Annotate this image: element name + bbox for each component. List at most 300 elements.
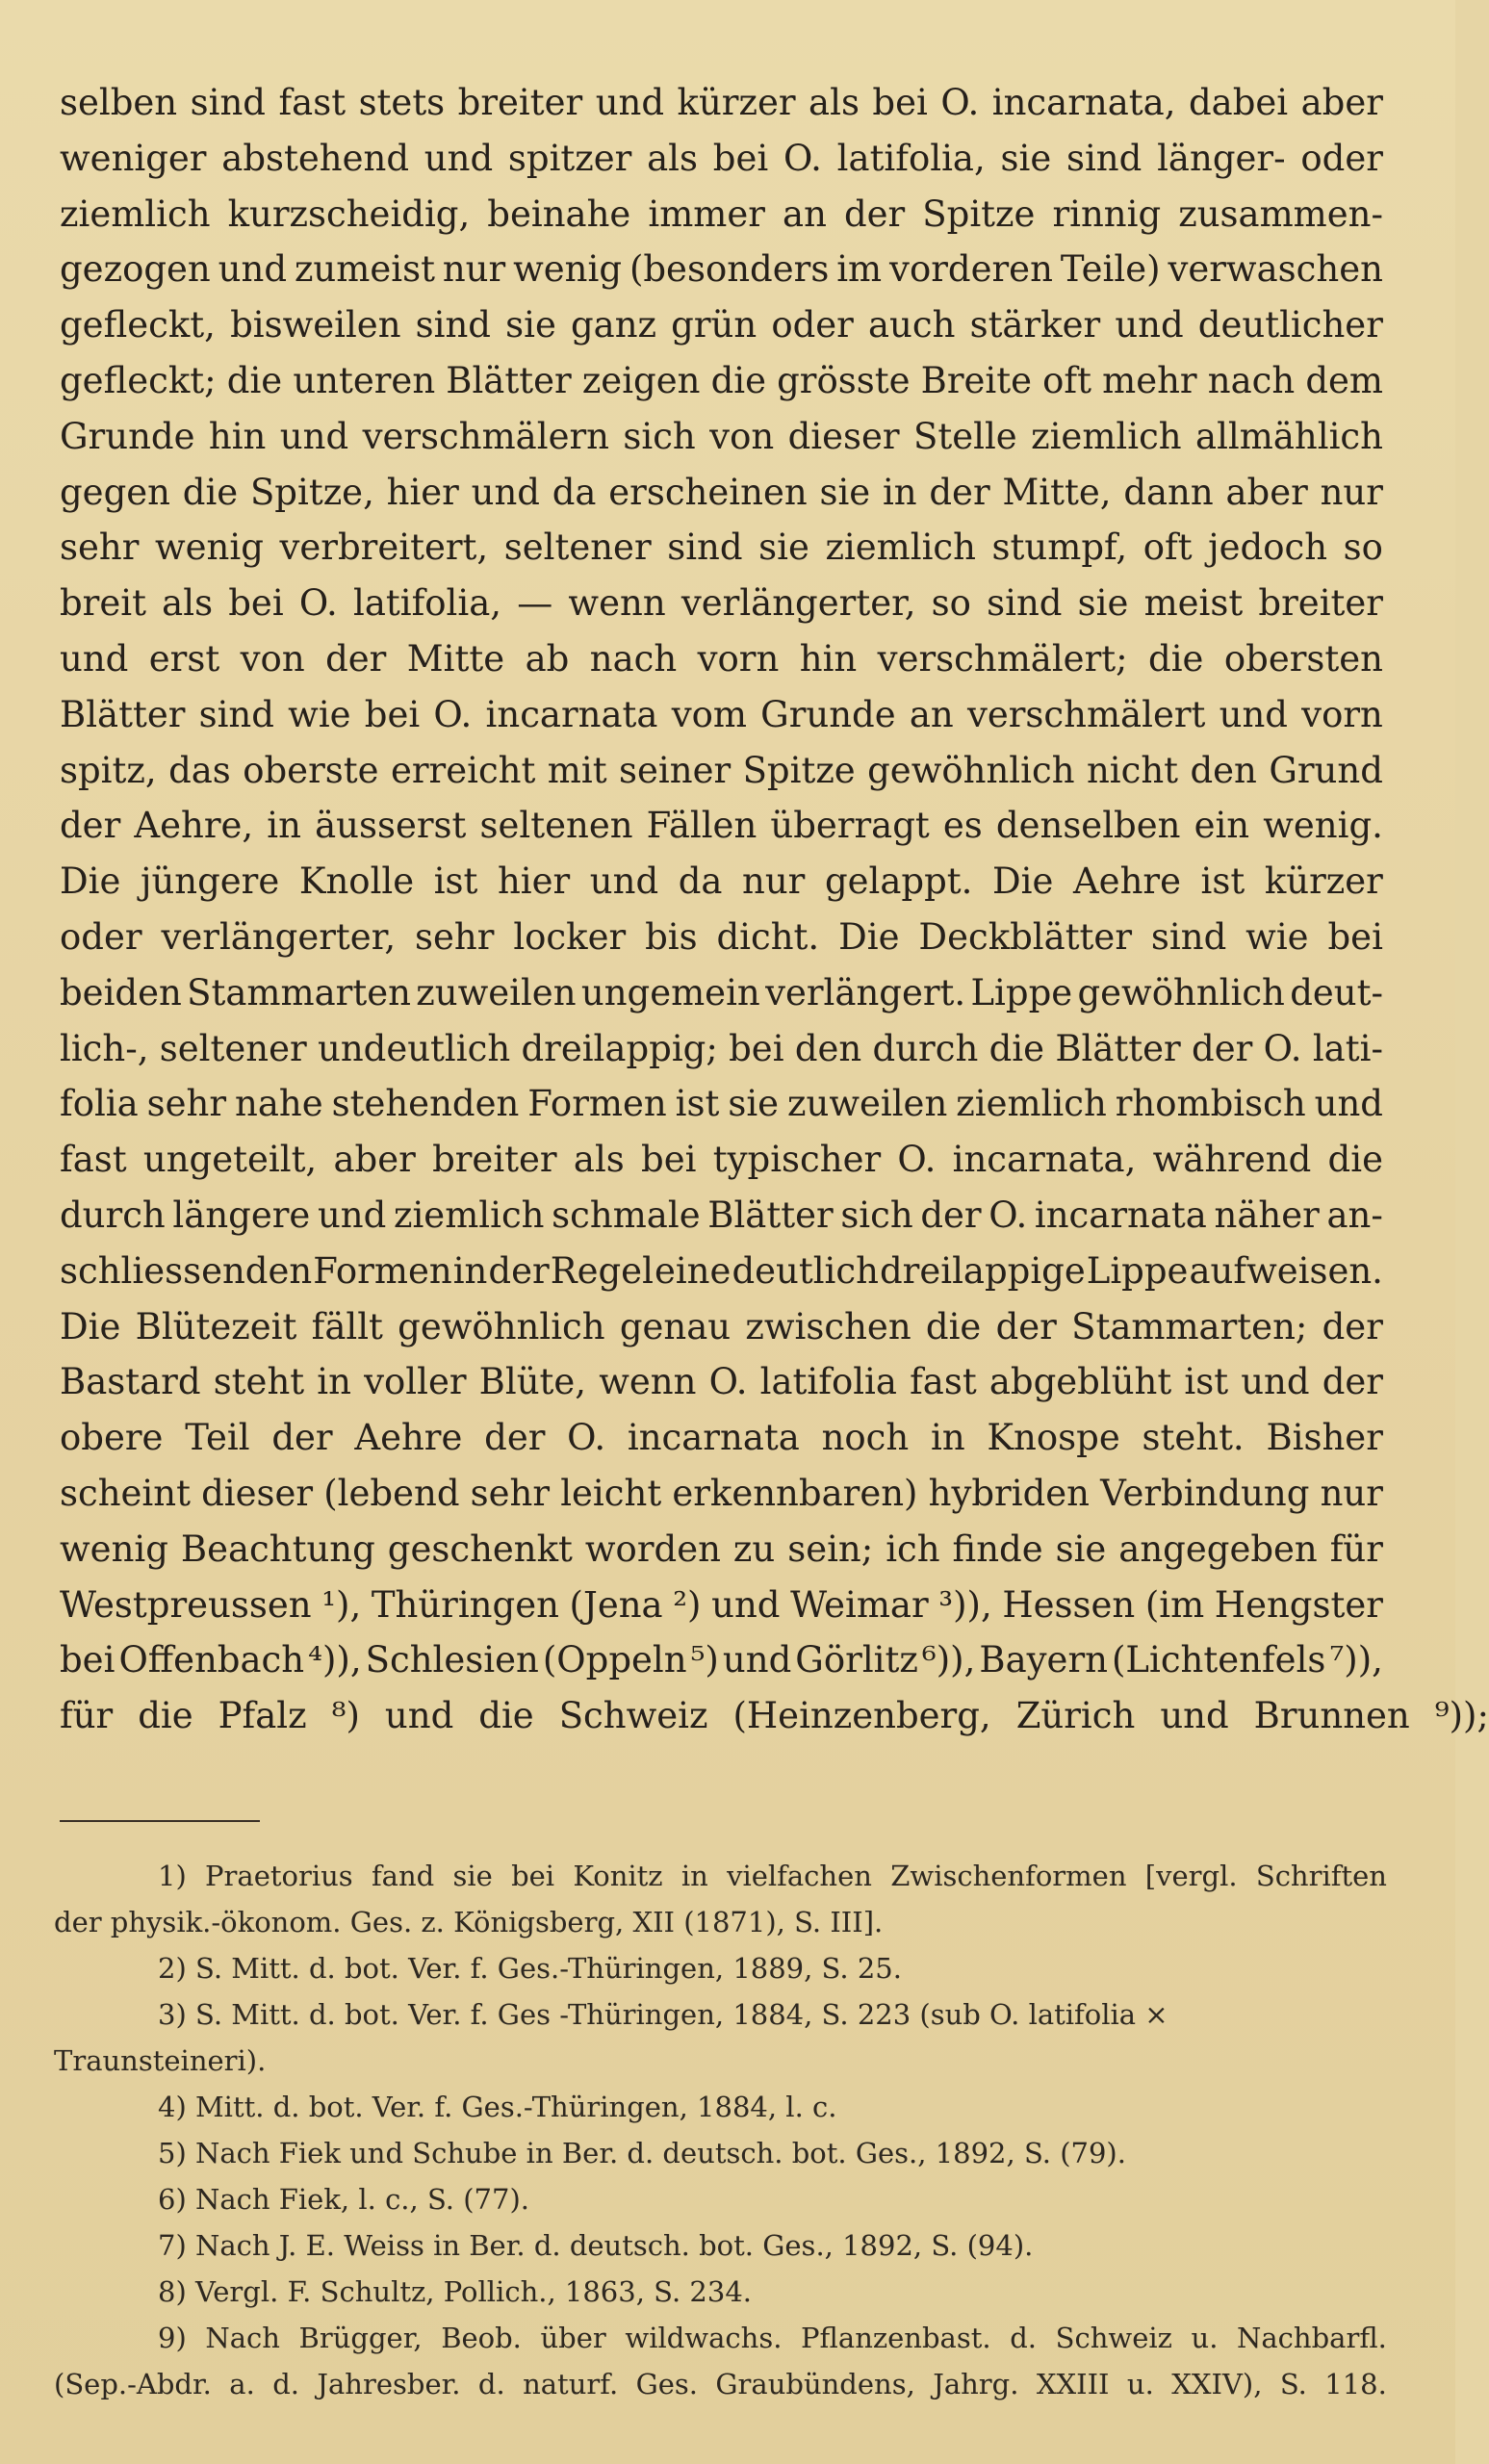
body-word: aber bbox=[1300, 82, 1383, 123]
body-word: incarnata bbox=[627, 1417, 800, 1459]
body-word: die bbox=[710, 359, 766, 401]
body-word: in bbox=[267, 805, 301, 847]
body-word: Grund bbox=[1269, 749, 1383, 791]
body-word: Blätter bbox=[1055, 1027, 1181, 1069]
body-word: hier bbox=[386, 471, 459, 513]
body-word: scheint bbox=[60, 1472, 191, 1514]
body-word: ¹), bbox=[321, 1583, 362, 1626]
body-word: und bbox=[60, 637, 129, 680]
body-word: und bbox=[471, 471, 540, 513]
body-word: es bbox=[942, 805, 983, 847]
body-word: Verbindung bbox=[1100, 1472, 1310, 1514]
body-line bbox=[60, 1688, 1489, 1744]
body-word: breiter bbox=[432, 1139, 557, 1181]
body-word: nicht bbox=[1086, 749, 1179, 791]
body-word: oder bbox=[1300, 137, 1383, 179]
body-word: in bbox=[317, 1361, 351, 1403]
body-word: (Heinzenberg, bbox=[732, 1695, 991, 1737]
body-word: Weimar bbox=[790, 1583, 929, 1626]
body-word: der bbox=[271, 1417, 333, 1459]
body-word: latifolia bbox=[759, 1361, 897, 1403]
body-word: Lippe bbox=[1086, 1249, 1189, 1292]
body-word: Spitze bbox=[742, 749, 856, 791]
body-word: ziemlich bbox=[825, 526, 976, 569]
body-word: Grunde bbox=[60, 415, 195, 457]
footnote-line: 2) S. Mitt. d. bot. Ver. f. Ges.-Thüringen, 1889, S. 25. bbox=[158, 1952, 902, 1985]
body-word: spitzer bbox=[507, 137, 632, 179]
body-word: incarnata bbox=[485, 693, 658, 735]
body-word: denselben bbox=[995, 805, 1181, 847]
body-word: an bbox=[783, 192, 827, 235]
body-word: im bbox=[836, 248, 883, 291]
body-word: hin bbox=[208, 415, 267, 457]
body-word: Aehre, bbox=[134, 805, 254, 847]
body-word: O. bbox=[1263, 1027, 1302, 1069]
body-word: steht. bbox=[1142, 1417, 1245, 1459]
body-word: verschmälern bbox=[362, 415, 609, 457]
body-word: aber bbox=[333, 1139, 416, 1181]
body-word: der bbox=[325, 637, 387, 680]
body-word: nach bbox=[1207, 359, 1296, 401]
body-word: Knospe bbox=[987, 1417, 1120, 1459]
body-word: sehr bbox=[60, 526, 140, 569]
body-word: Stammarten; bbox=[1071, 1305, 1308, 1348]
body-word: sind bbox=[415, 304, 491, 346]
body-word: oft bbox=[1042, 359, 1091, 401]
body-line bbox=[60, 854, 1383, 910]
body-line bbox=[60, 1466, 1383, 1522]
footnote-word: d. bbox=[272, 2368, 299, 2400]
body-word: den bbox=[794, 1027, 862, 1069]
footnote-word: Schriften bbox=[1255, 1860, 1387, 1892]
body-word: Die bbox=[60, 1305, 121, 1348]
body-word: ein bbox=[1194, 805, 1250, 847]
body-word: ungemein bbox=[580, 971, 760, 1014]
body-word: wie bbox=[1245, 915, 1309, 958]
footnote-line: Traunsteineri). bbox=[54, 2044, 267, 2077]
body-line bbox=[60, 576, 1383, 631]
body-word: dicht. bbox=[716, 915, 820, 958]
footnote-word: 1) bbox=[158, 1860, 187, 1892]
body-word: sie bbox=[758, 526, 809, 569]
body-word: incarnata bbox=[1034, 1194, 1207, 1236]
body-word: ist bbox=[433, 860, 478, 903]
body-word: (Lichtenfels bbox=[1112, 1639, 1326, 1681]
body-word: als bbox=[647, 137, 699, 179]
body-word: bisweilen bbox=[230, 304, 401, 346]
body-word: überragt bbox=[770, 805, 930, 847]
body-word: vorn bbox=[697, 637, 780, 680]
body-word: ⁷)), bbox=[1329, 1639, 1383, 1681]
body-word: meist bbox=[1143, 582, 1244, 625]
body-word: wenn bbox=[568, 582, 666, 625]
body-word: Teil bbox=[185, 1417, 250, 1459]
body-word: ich bbox=[886, 1527, 940, 1570]
body-word: ganz bbox=[570, 304, 657, 346]
footnote-word: naturf. bbox=[523, 2368, 619, 2400]
body-word: (lebend bbox=[323, 1472, 460, 1514]
body-line bbox=[60, 465, 1383, 521]
footnote-word: Konitz bbox=[573, 1860, 663, 1892]
body-line bbox=[60, 1632, 1383, 1688]
body-line bbox=[60, 1076, 1383, 1132]
body-word: Blüte, bbox=[478, 1361, 587, 1403]
body-word: dreilappige bbox=[879, 1249, 1086, 1292]
body-word: von bbox=[240, 637, 305, 680]
body-word: sie bbox=[1077, 582, 1129, 625]
footnote-word: d. bbox=[477, 2368, 505, 2400]
body-word: sehr bbox=[470, 1472, 551, 1514]
footnote-word: [vergl. bbox=[1144, 1860, 1238, 1892]
body-word: sie bbox=[1055, 1527, 1107, 1570]
body-word: die bbox=[1327, 1139, 1383, 1181]
body-word: Formen bbox=[527, 1083, 667, 1125]
footnote-word: wildwachs. bbox=[625, 2322, 783, 2354]
body-word: grösste bbox=[777, 359, 911, 401]
footnote-word: Pflanzenbast. bbox=[801, 2322, 991, 2354]
body-word: als bbox=[809, 82, 860, 123]
body-word: erst bbox=[148, 637, 220, 680]
body-line bbox=[60, 965, 1383, 1021]
body-word: der bbox=[843, 192, 906, 235]
footnote-line: 5) Nach Fiek und Schube in Ber. d. deutsch. bot. Ges., 1892, S. (79). bbox=[158, 2137, 1126, 2169]
body-word: Schlesien bbox=[365, 1639, 539, 1681]
body-word: sind bbox=[190, 82, 266, 123]
body-word: sind bbox=[987, 582, 1063, 625]
footnote-word: Graubündens, bbox=[715, 2368, 915, 2400]
footnote-word: Brügger, bbox=[298, 2322, 423, 2354]
body-word: O. bbox=[433, 693, 473, 735]
body-word: geschenkt bbox=[387, 1527, 573, 1570]
body-word: sehr bbox=[415, 915, 495, 958]
body-word: seltener bbox=[503, 526, 652, 569]
body-line bbox=[60, 687, 1383, 743]
body-word: vom bbox=[671, 693, 747, 735]
body-word: bei bbox=[228, 582, 284, 625]
footnote-word: Nach bbox=[205, 2322, 280, 2354]
body-word: breit bbox=[60, 582, 146, 625]
body-word: Bastard bbox=[60, 1361, 201, 1403]
body-line bbox=[60, 75, 1383, 131]
body-word: bei bbox=[364, 693, 421, 735]
body-word: abstehend bbox=[221, 137, 410, 179]
body-word: sie bbox=[1000, 137, 1052, 179]
body-word: ziemlich bbox=[1031, 415, 1182, 457]
body-word: kürzer bbox=[1264, 860, 1383, 903]
body-line bbox=[60, 1578, 1383, 1633]
body-word: und bbox=[317, 1194, 387, 1236]
body-word: mehr bbox=[1102, 359, 1197, 401]
body-word: erkennbaren) bbox=[672, 1472, 918, 1514]
body-word: die bbox=[1148, 637, 1204, 680]
body-word: schliessenden bbox=[60, 1249, 313, 1292]
body-word: incarnata, bbox=[991, 82, 1176, 123]
body-word: Blätter bbox=[60, 693, 186, 735]
body-word: zusammen- bbox=[1178, 192, 1383, 235]
body-word: Fällen bbox=[646, 805, 757, 847]
body-word: O. bbox=[940, 82, 980, 123]
footnote-word: Jahresber. bbox=[317, 2368, 461, 2400]
body-word: dieser bbox=[787, 415, 900, 457]
body-word: O. bbox=[567, 1417, 606, 1459]
body-word: Die bbox=[838, 915, 900, 958]
body-word: incarnata, bbox=[952, 1139, 1137, 1181]
footnote-word: u. bbox=[1191, 2322, 1219, 2354]
body-word: nur bbox=[1320, 1472, 1383, 1514]
body-word: gewöhnlich bbox=[867, 749, 1075, 791]
body-text bbox=[60, 75, 1489, 1744]
body-word: deut- bbox=[1290, 971, 1383, 1014]
body-word: — bbox=[517, 582, 553, 625]
body-word: obere bbox=[60, 1417, 164, 1459]
body-word: sind bbox=[1150, 915, 1227, 958]
footnote-word: Nachbarfl. bbox=[1237, 2322, 1387, 2354]
body-word: zeigen bbox=[581, 359, 701, 401]
body-word: allmählich bbox=[1195, 415, 1383, 457]
body-line bbox=[60, 798, 1383, 854]
body-word: ²) bbox=[673, 1583, 702, 1626]
body-word: an- bbox=[1326, 1194, 1383, 1236]
body-word: kürzer bbox=[677, 82, 796, 123]
body-word: selben bbox=[60, 82, 178, 123]
body-word: ⁹)); bbox=[1434, 1695, 1489, 1737]
body-word: Westpreussen bbox=[60, 1583, 312, 1626]
body-word: den bbox=[1190, 749, 1257, 791]
body-word: gelappt. bbox=[824, 860, 973, 903]
body-word: Stammarten bbox=[187, 971, 411, 1014]
body-word: obersten bbox=[1223, 637, 1383, 680]
body-word: und bbox=[1219, 693, 1288, 735]
body-word: und bbox=[1241, 1361, 1310, 1403]
footnote-divider bbox=[60, 1820, 260, 1822]
body-word: Die bbox=[60, 860, 121, 903]
body-word: Teile) bbox=[1060, 248, 1161, 291]
body-word: und bbox=[279, 415, 349, 457]
body-word: ziemlich bbox=[956, 1083, 1107, 1125]
body-word: Offenbach bbox=[118, 1639, 305, 1681]
body-line bbox=[60, 1188, 1383, 1244]
body-word: folia bbox=[60, 1083, 139, 1125]
body-word: sich bbox=[840, 1194, 913, 1236]
body-line bbox=[60, 1021, 1383, 1077]
body-word: und bbox=[1115, 304, 1184, 346]
body-word: längere bbox=[172, 1194, 311, 1236]
body-word: da bbox=[552, 471, 597, 513]
body-word: hier bbox=[497, 860, 571, 903]
body-word: gegen bbox=[60, 471, 170, 513]
body-word: und bbox=[711, 1583, 781, 1626]
footnote-word: vielfachen bbox=[727, 1860, 872, 1892]
body-word: der bbox=[484, 1417, 546, 1459]
body-word: Knolle bbox=[298, 860, 415, 903]
body-word: deutlicher bbox=[1197, 304, 1383, 346]
body-word: gewöhnlich bbox=[398, 1305, 605, 1348]
body-word: der bbox=[1322, 1361, 1383, 1403]
body-word: lati- bbox=[1312, 1027, 1383, 1069]
body-word: O. bbox=[783, 137, 822, 179]
body-word: fast bbox=[60, 1139, 127, 1181]
body-word: ⁵) bbox=[690, 1639, 719, 1681]
body-word: länger- bbox=[1157, 137, 1286, 179]
body-word: wenig bbox=[154, 526, 264, 569]
body-word: der bbox=[1192, 1027, 1253, 1069]
footnote-word: a. bbox=[229, 2368, 255, 2400]
body-word: Mitte, bbox=[1002, 471, 1112, 513]
body-word: aufweisen. bbox=[1189, 1249, 1383, 1292]
body-word: Mitte bbox=[406, 637, 505, 680]
body-word: immer bbox=[648, 192, 765, 235]
body-word: und bbox=[1314, 1083, 1383, 1125]
body-word: (Oppeln bbox=[542, 1639, 687, 1681]
body-word: breiter bbox=[1258, 582, 1383, 625]
body-word: oberste bbox=[243, 749, 379, 791]
body-word: zumeist bbox=[294, 248, 435, 291]
body-word: O. bbox=[897, 1139, 937, 1181]
body-word: dreilappig; bbox=[521, 1027, 718, 1069]
footnote-word: Beob. bbox=[441, 2322, 522, 2354]
body-line bbox=[60, 631, 1383, 687]
footnote-word: Zwischenformen bbox=[890, 1860, 1127, 1892]
body-word: und bbox=[218, 248, 288, 291]
body-word: und bbox=[1160, 1695, 1229, 1737]
body-word: sehr bbox=[146, 1083, 227, 1125]
body-line bbox=[60, 1244, 1383, 1299]
body-word: bei bbox=[60, 1639, 116, 1681]
body-word: ⁸) bbox=[331, 1695, 360, 1737]
body-word: nach bbox=[589, 637, 678, 680]
body-word: bis bbox=[645, 915, 698, 958]
body-word: mit bbox=[547, 749, 607, 791]
body-word: latifolia, bbox=[352, 582, 502, 625]
body-word: verlängerter, bbox=[161, 915, 397, 958]
body-word: der bbox=[920, 1194, 982, 1236]
body-word: wenig. bbox=[1263, 805, 1383, 847]
body-word: worden bbox=[584, 1527, 721, 1570]
body-line bbox=[60, 297, 1383, 353]
body-word: (im bbox=[1144, 1583, 1205, 1626]
footnote-word: Ges. bbox=[635, 2368, 698, 2400]
body-word: Aehre bbox=[354, 1417, 463, 1459]
body-word: grün bbox=[671, 304, 757, 346]
body-line bbox=[60, 1522, 1383, 1578]
footnotes bbox=[54, 1853, 1387, 2407]
body-word: Spitze bbox=[922, 192, 1036, 235]
body-word: durch bbox=[60, 1194, 166, 1236]
body-word: ³)), bbox=[938, 1583, 992, 1626]
body-word: gezogen bbox=[60, 248, 211, 291]
body-word: sie bbox=[505, 304, 556, 346]
body-word: nahe bbox=[235, 1083, 323, 1125]
body-word: Blätter bbox=[707, 1194, 834, 1236]
body-word: steht bbox=[213, 1361, 305, 1403]
body-word: sein; bbox=[787, 1527, 874, 1570]
body-word: Regel bbox=[550, 1249, 654, 1292]
body-line bbox=[60, 743, 1383, 799]
body-word: oft bbox=[1142, 526, 1193, 569]
body-word: Aehre bbox=[1072, 860, 1181, 903]
body-word: vorn bbox=[1301, 693, 1383, 735]
body-line bbox=[60, 131, 1383, 187]
body-word: zu bbox=[732, 1527, 776, 1570]
body-word: und bbox=[595, 82, 665, 123]
body-word: dann bbox=[1123, 471, 1214, 513]
footnote-line bbox=[54, 1853, 1387, 1899]
body-word: während bbox=[1152, 1139, 1312, 1181]
body-word: Brunnen bbox=[1253, 1695, 1410, 1737]
body-word: sich bbox=[623, 415, 696, 457]
body-word: rinnig bbox=[1052, 192, 1162, 235]
body-line bbox=[60, 520, 1383, 576]
footnote-word: S. bbox=[1279, 2368, 1307, 2400]
body-line bbox=[60, 1299, 1383, 1355]
body-word: Beachtung bbox=[180, 1527, 375, 1570]
body-word: ist bbox=[1184, 1361, 1229, 1403]
body-word: dabei bbox=[1188, 82, 1289, 123]
footnote-word: über bbox=[540, 2322, 606, 2354]
body-line bbox=[60, 409, 1383, 465]
body-word: als bbox=[573, 1139, 625, 1181]
body-line bbox=[60, 242, 1383, 297]
body-word: verlängerter, bbox=[680, 582, 916, 625]
body-word: ziemlich bbox=[60, 192, 211, 235]
body-word: undeutlich bbox=[317, 1027, 511, 1069]
body-word: zuweilen bbox=[416, 971, 577, 1014]
body-word: dieser bbox=[201, 1472, 314, 1514]
body-word: nur bbox=[442, 248, 506, 291]
body-word: Thüringen bbox=[371, 1583, 559, 1626]
body-word: voller bbox=[364, 1361, 467, 1403]
body-word: in bbox=[882, 471, 917, 513]
footnote-word: (Sep.-Abdr. bbox=[54, 2368, 212, 2400]
body-word: (besonders bbox=[629, 248, 830, 291]
body-word: für bbox=[1329, 1527, 1383, 1570]
body-word: leicht bbox=[560, 1472, 662, 1514]
body-line bbox=[60, 1132, 1383, 1188]
footnote-word: XXIV), bbox=[1171, 2368, 1263, 2400]
body-word: beinahe bbox=[487, 192, 631, 235]
body-word: und bbox=[589, 860, 659, 903]
body-word: und bbox=[722, 1639, 792, 1681]
footnote-line bbox=[54, 2315, 1387, 2361]
footnote-line: 4) Mitt. d. bot. Ver. f. Ges.-Thüringen, 1884, l. c. bbox=[158, 2091, 837, 2123]
body-word: gefleckt, bbox=[60, 304, 216, 346]
body-word: wie bbox=[288, 693, 351, 735]
footnote-word: XXIII bbox=[1036, 2368, 1110, 2400]
footnote-word: Schweiz bbox=[1055, 2322, 1172, 2354]
body-word: als bbox=[162, 582, 214, 625]
body-word: von bbox=[709, 415, 775, 457]
body-word: ⁴)), bbox=[308, 1639, 362, 1681]
body-word: bei bbox=[729, 1027, 784, 1069]
body-word: bei bbox=[872, 82, 928, 123]
body-word: sind bbox=[1065, 137, 1142, 179]
body-word: wenig bbox=[513, 248, 623, 291]
body-word: verschmälert; bbox=[877, 637, 1128, 680]
body-word: Schweiz bbox=[558, 1695, 708, 1737]
body-word: Die bbox=[991, 860, 1054, 903]
body-word: hin bbox=[799, 637, 858, 680]
body-word: der bbox=[60, 805, 121, 847]
body-word: nur bbox=[742, 860, 806, 903]
body-word: in bbox=[930, 1417, 965, 1459]
body-word: nur bbox=[1320, 471, 1383, 513]
body-word: für bbox=[60, 1695, 114, 1737]
body-word: die bbox=[478, 1695, 534, 1737]
body-word: fällt bbox=[311, 1305, 383, 1348]
body-word: sind bbox=[198, 693, 274, 735]
body-word: beiden bbox=[60, 971, 182, 1014]
body-word: sie bbox=[728, 1083, 780, 1125]
